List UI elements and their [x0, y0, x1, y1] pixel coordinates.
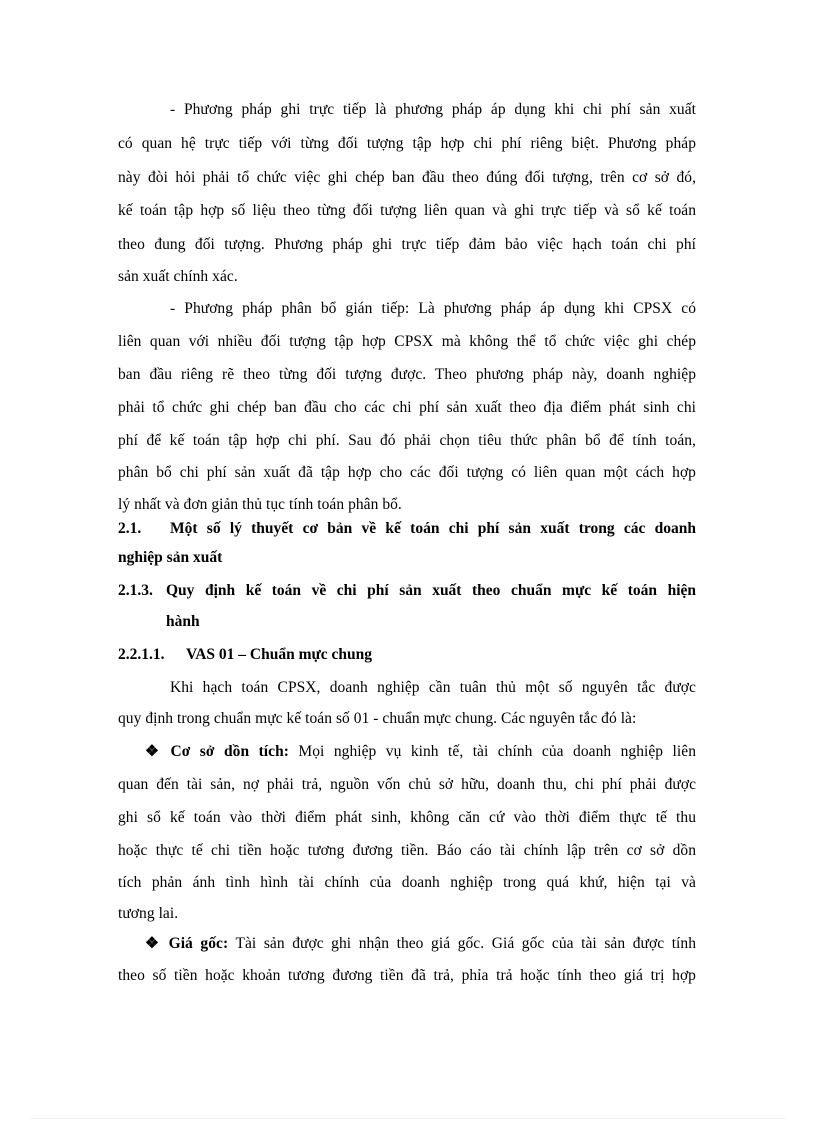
page-bottom-divider: [30, 1118, 786, 1119]
paragraph2-line: phí để kế toán tập hợp chi phí. Sau đó phải chọn tiêu thức phân bổ để tính toán,: [118, 432, 696, 449]
paragraph2-line: phải tổ chức ghi chép ban đầu cho các chi phí sản xuất theo địa điểm phát sinh chi: [118, 399, 696, 416]
paragraph1-line: này đòi hỏi phải tổ chức việc ghi chép ban đầu theo đúng đối tượng, trên cơ sở đó,: [118, 169, 696, 186]
section-heading-2-2-1-1: [0, 645, 816, 665]
bullet2-first-line: [145, 934, 696, 954]
paragraph3-line: quy định trong chuẩn mực kế toán số 01 - chuẩn mực chung. Các nguyên tắc đó là:: [118, 710, 637, 727]
paragraph2-line: phân bổ chi phí sản xuất đã tập hợp cho các đối tượng có liên quan một cách hợp: [118, 464, 696, 481]
paragraph2-line: liên quan với nhiều đối tượng tập hợp CPSX mà không thể tổ chức việc ghi chép: [118, 333, 696, 350]
diamond-bullet-icon: ❖: [145, 743, 165, 760]
heading-number: 2.2.1.1.: [118, 646, 165, 663]
bullet1-line: quan đến tài sản, nợ phải trả, nguồn vốn chủ sở hữu, doanh thu, chi phí phải được: [118, 776, 696, 793]
bullet1-term: Cơ sở dồn tích:: [170, 743, 289, 760]
paragraph2-line: - Phương pháp phân bổ gián tiếp: Là phương pháp áp dụng khi CPSX có: [170, 300, 696, 317]
diamond-bullet-icon: ❖: [145, 935, 163, 952]
heading-number: 2.1.: [118, 520, 142, 537]
bullet1-first-line: [145, 742, 696, 762]
paragraph1-line: có quan hệ trực tiếp với từng đối tượng tập hợp chi phí riêng biệt. Phương pháp: [118, 135, 696, 152]
bullet1-first-line-text: Mọi nghiệp vụ kinh tế, tài chính của doanh nghiệp liên: [288, 743, 696, 760]
heading-number: 2.1.3.: [118, 582, 153, 599]
section-heading-2-1-cont: [0, 548, 816, 568]
bullet2-line: theo số tiền hoặc khoản tương đương tiền đã trả, phỉa trả hoặc tính theo giá trị hợp: [118, 967, 696, 984]
bullet2-first-line-text: Tài sản được ghi nhận theo giá gốc. Giá gốc của tài sản được tính: [228, 935, 696, 952]
section-heading-2-1-3-cont: [0, 612, 816, 632]
section-heading-2-1-3: [0, 581, 816, 601]
heading-text: VAS 01 – Chuẩn mực chung: [186, 646, 373, 663]
heading-text: Một số lý thuyết cơ bản về kế toán chi phí sản xuất trong các doanh: [170, 520, 696, 537]
paragraph1-line: kế toán tập hợp số liệu theo từng đối tượng liên quan và ghi trực tiếp và sổ kế toán: [118, 202, 696, 219]
bullet1-line: ghi sổ kế toán vào thời điểm phát sinh, không căn cứ vào thời điểm thực tế thu: [118, 809, 696, 826]
heading-text: hành: [166, 613, 200, 630]
bullet1-line: hoặc thực tế chi tiền hoặc tương đương tiền. Báo cáo tài chính lập trên cơ sở dồn: [118, 842, 696, 859]
paragraph1-line: theo đung đối tượng. Phương pháp ghi trực tiếp đảm bảo việc hạch toán chi phí: [118, 236, 696, 253]
section-heading-2-1: [0, 519, 816, 539]
heading-text: nghiệp sản xuất: [118, 549, 223, 566]
paragraph3-line: Khi hạch toán CPSX, doanh nghiệp cần tuân thủ một số nguyên tắc được: [170, 679, 696, 696]
paragraph2-line: ban đầu riêng rẽ theo từng đối tượng được. Theo phương pháp này, doanh nghiệp: [118, 366, 696, 383]
bullet2-term: Giá gốc:: [168, 935, 229, 952]
paragraph1-line: - Phương pháp ghi trực tiếp là phương pháp áp dụng khi chi phí sản xuất: [170, 101, 696, 118]
bullet1-line: tích phản ánh tình hình tài chính của doanh nghiệp trong quá khứ, hiện tại và: [118, 874, 696, 891]
paragraph2-line: lý nhất và đơn giản thủ tục tính toán phân bổ.: [118, 496, 402, 513]
heading-text: Quy định kế toán về chi phí sản xuất theo chuẩn mực kế toán hiện: [166, 582, 696, 599]
paragraph1-line: sản xuất chính xác.: [118, 268, 238, 285]
bullet1-line: tương lai.: [118, 905, 179, 922]
